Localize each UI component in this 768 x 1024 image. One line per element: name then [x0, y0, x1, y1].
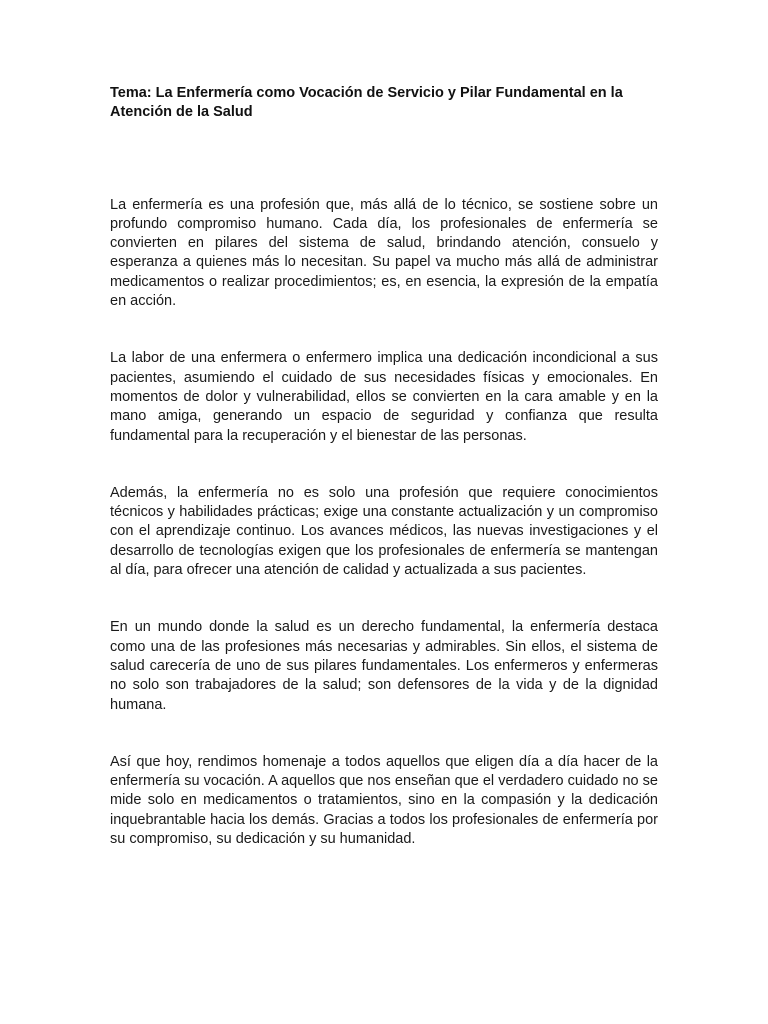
document-body [110, 84, 658, 849]
paragraph-5: Así que hoy, rendimos homenaje a todos aquellos que eligen día a día hacer de la enfermería su vocación. A aquellos que nos enseñan que el verdadero cuidado no se mide solo en medicamentos o tratamientos, sino en la compasión y la dedicación inquebrantable hacia los demás. Gracias a todos los profesionales de enfermería por su compromiso, su dedicación y su humanidad. [110, 753, 658, 848]
paragraph-2: La labor de una enfermera o enfermero implica una dedicación incondicional a sus pacientes, asumiendo el cuidado de sus necesidades físicas y emocionales. En momentos de dolor y vulnerabilidad, ellos se convierten en la cara amable y en la mano amiga, generando un espacio de seguridad y confianza que resulta fundamental para la recuperación y el bienestar de las personas. [110, 350, 658, 444]
paragraph-4: En un mundo donde la salud es un derecho fundamental, la enfermería destaca como una de las profesiones más necesarias y admirables. Sin ellos, el sistema de salud carecería de uno de sus pilares fundamentales. Los enfermeros y enfermeras no solo son trabajadores de la salud; son defensores de la vida y de la dignidad humana. [110, 619, 658, 713]
paragraph-1: La enfermería es una profesión que, más allá de lo técnico, se sostiene sobre un profundo compromiso humano. Cada día, los profesionales de enfermería se convierten en pilares del sistema de salud, brindando atención, consuelo y esperanza a quienes más lo necesitan. Su papel va mucho más allá de administrar medicamentos o realizar procedimientos; es, en esencia, la expresión de la empatía en acción. [110, 196, 658, 310]
paragraph-3: Además, la enfermería no es solo una profesión que requiere conocimientos técnicos y habilidades prácticas; exige una constante actualización y un compromiso con el aprendizaje continuo. Los avances médicos, las nuevas investigaciones y el desarrollo de tecnologías exigen que los profesionales de enfermería se mantengan al día, para ofrecer una atención de calidad y actualizada a sus pacientes. [110, 484, 658, 579]
document-title: Tema: La Enfermería como Vocación de Servicio y Pilar Fundamental en la Atención de la Salud [110, 85, 623, 121]
